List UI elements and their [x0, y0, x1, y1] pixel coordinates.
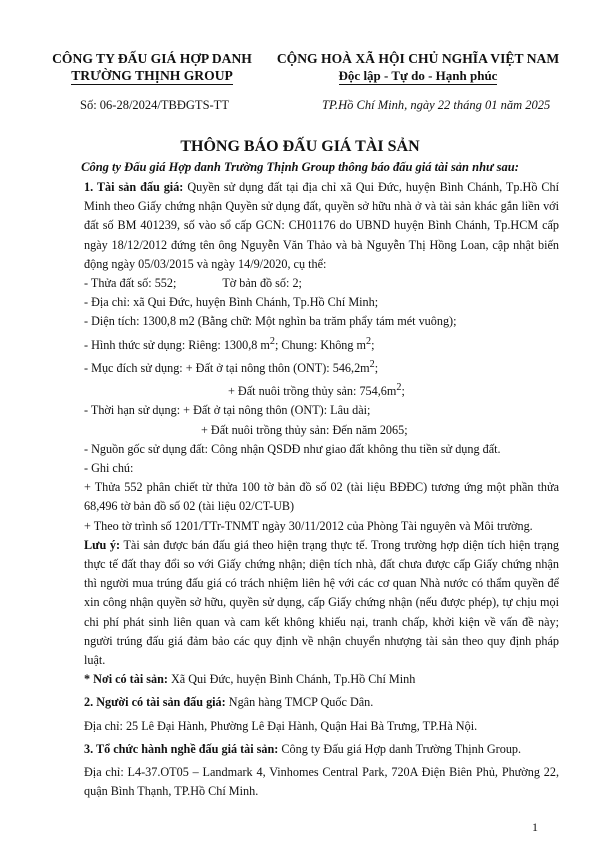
section3-address: Địa chỉ: L4-37.OT05 – Landmark 4, Vinhomes Central Park, 720A Điện Biên Phủ, Phường 22, quận Bình Thạnh, TP.Hồ Chí Minh.	[84, 765, 559, 799]
notes-label: - Ghi chú:	[84, 461, 134, 476]
plot-area: - Diện tích: 1300,8 m2 (Bằng chữ: Một nghìn ba trăm phẩy tám mét vuông);	[84, 314, 457, 329]
caution-paragraph: Lưu ý: Tài sản được bán đấu giá theo hiện trạng thực tế. Trong trường hợp diện tích hiện trạng thực tế đất thay đổi so với Giấy chứng nhận; diện tích nhà, đất chưa được cấp Giấy chứng nhận thì người mua trúng đấu giá có trách nhiệm liên hệ với các cơ quan Nhà nước có thẩm quyền để xin công nhận quyền sở hữu, quyền sử dụng, cấp Giấy chứng nhận (nếu được phép), tự chịu mọi chi phí phát sinh liên quan và cam kết không khiếu nại, tranh chấp, khởi kiện về vấn đề này; người trúng đấu giá đảm bảo các quy định về nhận chuyển nhượng tài sản theo quy định pháp luật.	[84, 537, 560, 668]
plot-address: - Địa chỉ: xã Qui Đức, huyện Bình Chánh, Tp.Hồ Chí Minh;	[84, 295, 379, 310]
org-name-line2: TRƯỜNG THỊNH GROUP	[71, 68, 233, 83]
note-1: + Thửa 552 phân chiết từ thửa 100 tờ bản đồ số 02 (tài liệu BĐĐC) tương ứng một phần thửa 68,496 tờ bản đồ số 02 (tài liệu 02/CT-UB)	[84, 480, 559, 514]
document-number: Số: 06-28/2024/TBĐGTS-TT	[80, 98, 229, 112]
usage-form: - Hình thức sử dụng: Riêng: 1300,8 $m^2$; Chung: Không $m^2$;	[84, 335, 375, 352]
plot-info: - Thửa đất số: 552; Tờ bản đồ số: 2;	[84, 276, 302, 291]
section1-heading: 1. Tài sản đấu giá:	[84, 180, 184, 194]
national-header	[268, 50, 568, 84]
document-date: TP.Hồ Chí Minh, ngày 22 tháng 01 năm 2025	[322, 98, 551, 112]
section3-paragraph: 3. Tổ chức hành nghề đấu giá tài sản: Công ty Đấu giá Hợp danh Trường Thịnh Group.	[84, 741, 522, 756]
usage-purpose-1: - Mục đích sử dụng: + Đất ở tại nông thôn (ONT): $546,2m^2$;	[84, 358, 379, 375]
asset-location: * Nơi có tài sản: Xã Qui Đức, huyện Bình Chánh, Tp.Hồ Chí Minh	[84, 672, 416, 687]
usage-term-1: - Thời hạn sử dụng: + Đất ở tại nông thôn (ONT): Lâu dài;	[84, 403, 371, 418]
national-motto: Độc lập - Tự do - Hạnh phúc	[338, 68, 498, 83]
note-2: + Theo tờ trình số 1201/TTr-TNMT ngày 30/11/2012 của Phòng Tài nguyên và Môi trường.	[84, 518, 533, 533]
nation-name: CỘNG HOÀ XÃ HỘI CHỦ NGHĨA VIỆT NAM	[276, 51, 560, 66]
document-intro: Công ty Đấu giá Hợp danh Trường Thịnh Group thông báo đấu giá tài sản như sau:	[81, 160, 519, 174]
org-name-line1: CÔNG TY ĐẤU GIÁ HỢP DANH	[52, 51, 252, 66]
section2-address: Địa chỉ: 25 Lê Đại Hành, Phường Lê Đại Hành, Quận Hai Bà Trưng, TP.Hà Nội.	[84, 718, 478, 733]
document-title: THÔNG BÁO ĐẤU GIÁ TÀI SẢN	[180, 138, 420, 155]
usage-term-2: + Đất nuôi trồng thủy sản: Đến năm 2065;	[201, 422, 408, 437]
organization-header	[52, 50, 252, 84]
land-origin: - Nguồn gốc sử dụng đất: Công nhận QSDĐ như giao đất không thu tiền sử dụng đất.	[84, 441, 501, 456]
section1-paragraph: 1. Tài sản đấu giá: Quyền sử dụng đất tại địa chỉ xã Qui Đức, huyện Bình Chánh, Tp.Hồ Chí Minh theo Giấy chứng nhận Quyền sử dụng đất, quyền sở hữu nhà ở và tài sản khác gắn liền với đất số BM 401239, số vào sổ cấp GCN: CH01176 do UBND huyện Bình Chánh, Tp.HCM cấp ngày 18/12/2012 đứng tên ông Nguyễn Văn Thảo và bà Nguyễn Thị Hồng Loan, cập nhật biến động ngày 05/03/2015 và ngày 14/9/2020, cụ thể:	[84, 180, 559, 271]
section2-paragraph: 2. Người có tài sản đấu giá: Ngân hàng TMCP Quốc Dân.	[84, 695, 374, 710]
page-number: 1	[532, 820, 538, 834]
document-body	[62, 178, 559, 801]
usage-purpose-2: + Đất nuôi trồng thủy sản: $754,6m^2$;	[228, 382, 405, 399]
